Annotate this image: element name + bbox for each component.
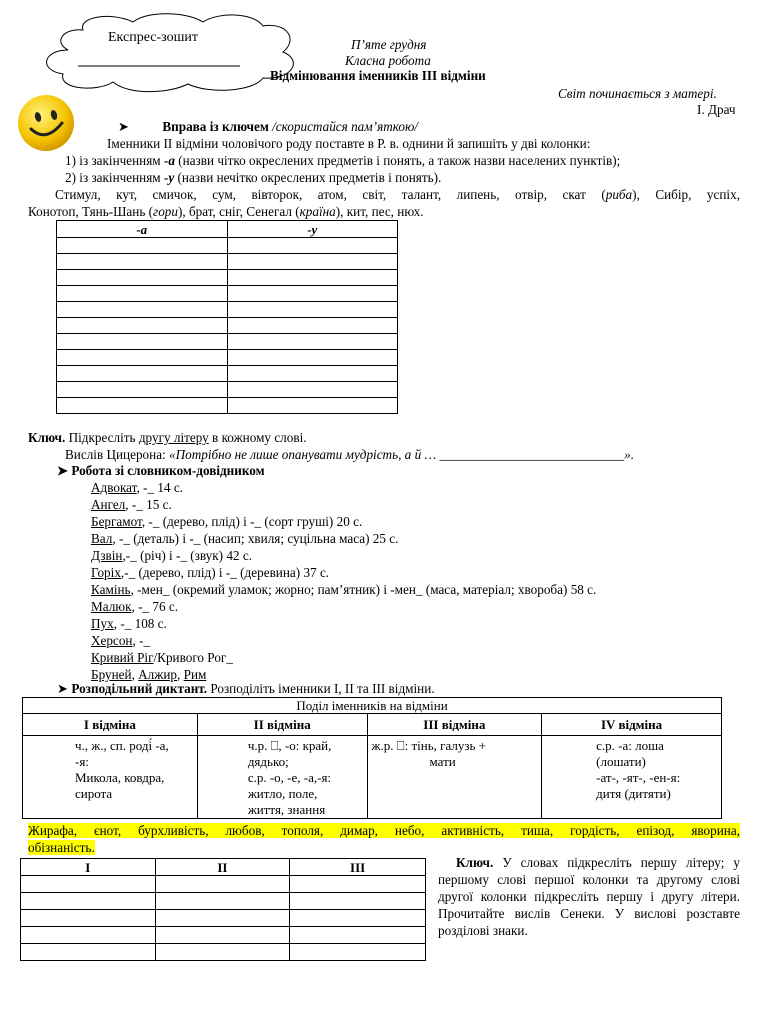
dictation-words-line2: обізнаність. (28, 840, 95, 855)
page-title: Відмінювання іменників ІІІ відміни (270, 68, 486, 83)
table-row (21, 944, 426, 961)
exercise1-table (56, 220, 398, 414)
table-cell[interactable] (227, 238, 398, 254)
table-cell[interactable] (227, 382, 398, 398)
table-cell[interactable] (227, 286, 398, 302)
dictation-heading: ➤ Розподільний диктант. Розподіліть іменники І, ІІ та ІІІ відміни. (57, 681, 435, 696)
table-cell[interactable] (290, 876, 426, 893)
dictionary-title: ➤ Робота зі словником-довідником (57, 463, 265, 478)
table-cell[interactable] (57, 238, 228, 254)
dictionary-entry: Горіх,-_ (дерево, плід) і -_ (деревина) 37 с. (91, 565, 330, 580)
table-cell[interactable] (57, 334, 228, 350)
declension-cell: ж.р. ⎕: тінь, галузь + мати (367, 736, 542, 819)
table-header-a: -а (57, 221, 228, 238)
table-cell[interactable] (57, 366, 228, 382)
table-row (21, 876, 426, 893)
table-row (57, 254, 398, 270)
table-cell[interactable] (227, 334, 398, 350)
bullet-arrow-icon: ➤ (57, 681, 69, 696)
table-cell[interactable] (227, 318, 398, 334)
table-row (57, 398, 398, 414)
dictionary-word: Херсон (91, 633, 133, 648)
dictionary-word: Бергамот (91, 514, 142, 529)
dictionary-entry: Бруней, Алжир, Рим (91, 667, 207, 682)
exercise1-task: Іменники ІІ відміни чоловічого роду поставте в Р. в. однини й запишіть у дві колонки: (107, 136, 591, 151)
exercise1-words-line1: Стимул, кут, смичок, сум, вівторок, атом, світ, талант, липень, отвір, скат (риба), Сибір, успіх, (55, 187, 740, 202)
smiley-icon (16, 93, 76, 153)
table-cell[interactable] (290, 910, 426, 927)
table-cell[interactable] (227, 350, 398, 366)
table-row (21, 910, 426, 927)
declension-table (22, 697, 722, 819)
dictionary-entry: Вал, -_ (деталь) і -_ (насип; хвиля; суцільна маса) 25 с. (91, 531, 399, 546)
dictionary-word: Горіх (91, 565, 121, 580)
exercise1-hint: /скористайся пам’яткою/ (272, 119, 418, 134)
table-cell[interactable] (21, 876, 156, 893)
table-cell[interactable] (57, 350, 228, 366)
table-cell[interactable] (57, 254, 228, 270)
dictionary-word: Пух (91, 616, 114, 631)
table-cell[interactable] (155, 927, 290, 944)
dictation-words-line1: Жирафа, єнот, бурхливість, любов, тополя, димар, небо, активність, тиша, гордість, епізод, яворина, (28, 823, 740, 838)
table-cell[interactable] (227, 398, 398, 414)
declension-table-title: Поділ іменників на відміни (23, 698, 722, 714)
table-cell[interactable] (290, 927, 426, 944)
dictionary-entry: Дзвін,-_ (річ) і -_ (звук) 42 с. (91, 548, 252, 563)
epigraph-author: І. Драч (697, 102, 736, 117)
declension-header: І відміна (23, 714, 198, 736)
table-cell[interactable] (21, 910, 156, 927)
table-header: ІІІ (290, 859, 426, 876)
table-row (57, 350, 398, 366)
table-cell[interactable] (155, 910, 290, 927)
table-cell[interactable] (57, 318, 228, 334)
exercise3-key: Ключ. У словах підкресліть першу літеру; у першому слові першої колонки та другому слові другої колонки підкресліть першу і другу літери. Прочитайте вислів Сенеки. У вислові розставте розділові знаки. (438, 855, 740, 938)
dictionary-entry: Ангел, -_ 15 с. (91, 497, 172, 512)
table-row (57, 366, 398, 382)
exercise1-option1: 1) із закінченням -а (назви чітко окреслених предметів і понять, а також назви населених пунктів); (65, 153, 621, 168)
declension-header: ІV відміна (542, 714, 722, 736)
table-row (57, 286, 398, 302)
table-cell[interactable] (21, 927, 156, 944)
table-cell[interactable] (57, 382, 228, 398)
dictionary-entry: Кривий Ріг/Кривого Рог_ (91, 650, 233, 665)
dictionary-entry: Адвокат, -_ 14 с. (91, 480, 183, 495)
table-row (21, 893, 426, 910)
table-cell[interactable] (57, 286, 228, 302)
dictionary-word: Адвокат (91, 480, 137, 495)
table-row (57, 270, 398, 286)
declension-cell: ч.р. ⎕, -о: край, дядько; с.р. -о, -е, -а,-я: житло, поле, життя, знання (197, 736, 367, 819)
table-header-u: -у (227, 221, 398, 238)
epigraph: Світ починається з матері. (558, 86, 717, 101)
table-cell[interactable] (57, 270, 228, 286)
table-cell[interactable] (227, 302, 398, 318)
table-row (57, 382, 398, 398)
table-cell[interactable] (21, 893, 156, 910)
table-cell[interactable] (155, 944, 290, 961)
dictionary-word: Малюк (91, 599, 132, 614)
exercise1-option2: 2) із закінченням -у (назви нечітко окреслених предметів і понять). (65, 170, 442, 185)
dictionary-entry: Херсон, -_ (91, 633, 151, 648)
table-header: ІІ (155, 859, 290, 876)
cloud-title: Експрес-зошит (108, 30, 198, 45)
work-type: Класна робота (345, 53, 431, 68)
declension-cell: с.р. -а: лоша (лошати) -ат-, -ят-, -ен-я: дитя (дитяти) (542, 736, 722, 819)
table-row (21, 927, 426, 944)
declension-header: ІІ відміна (197, 714, 367, 736)
table-row (57, 334, 398, 350)
table-cell[interactable] (57, 302, 228, 318)
table-cell[interactable] (155, 876, 290, 893)
table-row (57, 302, 398, 318)
dictionary-word: Вал (91, 531, 113, 546)
table-cell[interactable] (21, 944, 156, 961)
table-cell[interactable] (155, 893, 290, 910)
dictionary-word: Ангел (91, 497, 126, 512)
table-header: І (21, 859, 156, 876)
exercise1-words-line2: Конотоп, Тянь-Шань (гори), брат, сніг, Сенегал (країна), кит, пес, нюх. (28, 204, 424, 219)
key1-quote-line: Вислів Цицерона: «Потрібно не лише опанувати мудрість, а й … ____________________________». (65, 447, 634, 462)
table-row (57, 238, 398, 254)
table-row (57, 318, 398, 334)
declension-cell: ч., ж., сп. роді́ -а, -я: Микола, ковдра, сирота (23, 736, 198, 819)
dictionary-entry: Пух, -_ 108 с. (91, 616, 167, 631)
dictionary-word: Камінь (91, 582, 131, 597)
exercise1-title: Вправа із ключем (162, 119, 269, 134)
dictionary-entry: Малюк, -_ 76 с. (91, 599, 179, 614)
exercise3-table (20, 858, 426, 961)
key1-line: Ключ. Підкресліть другу літеру в кожному слові. (28, 430, 307, 445)
bullet-arrow-icon: ➤ (57, 463, 69, 478)
declension-header: ІІІ відміна (367, 714, 542, 736)
dictionary-word: Кривий Ріг (91, 650, 154, 665)
table-cell[interactable] (227, 254, 398, 270)
table-cell[interactable] (290, 893, 426, 910)
dictionary-word: Дзвін (91, 548, 123, 563)
bullet-arrow-icon: ➤ (118, 119, 130, 134)
cloud-shape (28, 10, 308, 95)
table-cell[interactable] (57, 398, 228, 414)
dictionary-entry: Камінь, -мен_ (окремий уламок; жорно; пам’ятник) і -мен_ (маса, матеріал; хвороба) 58 с. (91, 582, 597, 597)
table-cell[interactable] (227, 270, 398, 286)
table-cell[interactable] (227, 366, 398, 382)
exercise1-heading (118, 119, 418, 134)
dictionary-entry: Бергамот, -_ (дерево, плід) і -_ (сорт груші) 20 с. (91, 514, 363, 529)
dictionary-word: Бруней (91, 667, 132, 682)
date-line: П’яте грудня (351, 37, 427, 52)
table-cell[interactable] (290, 944, 426, 961)
